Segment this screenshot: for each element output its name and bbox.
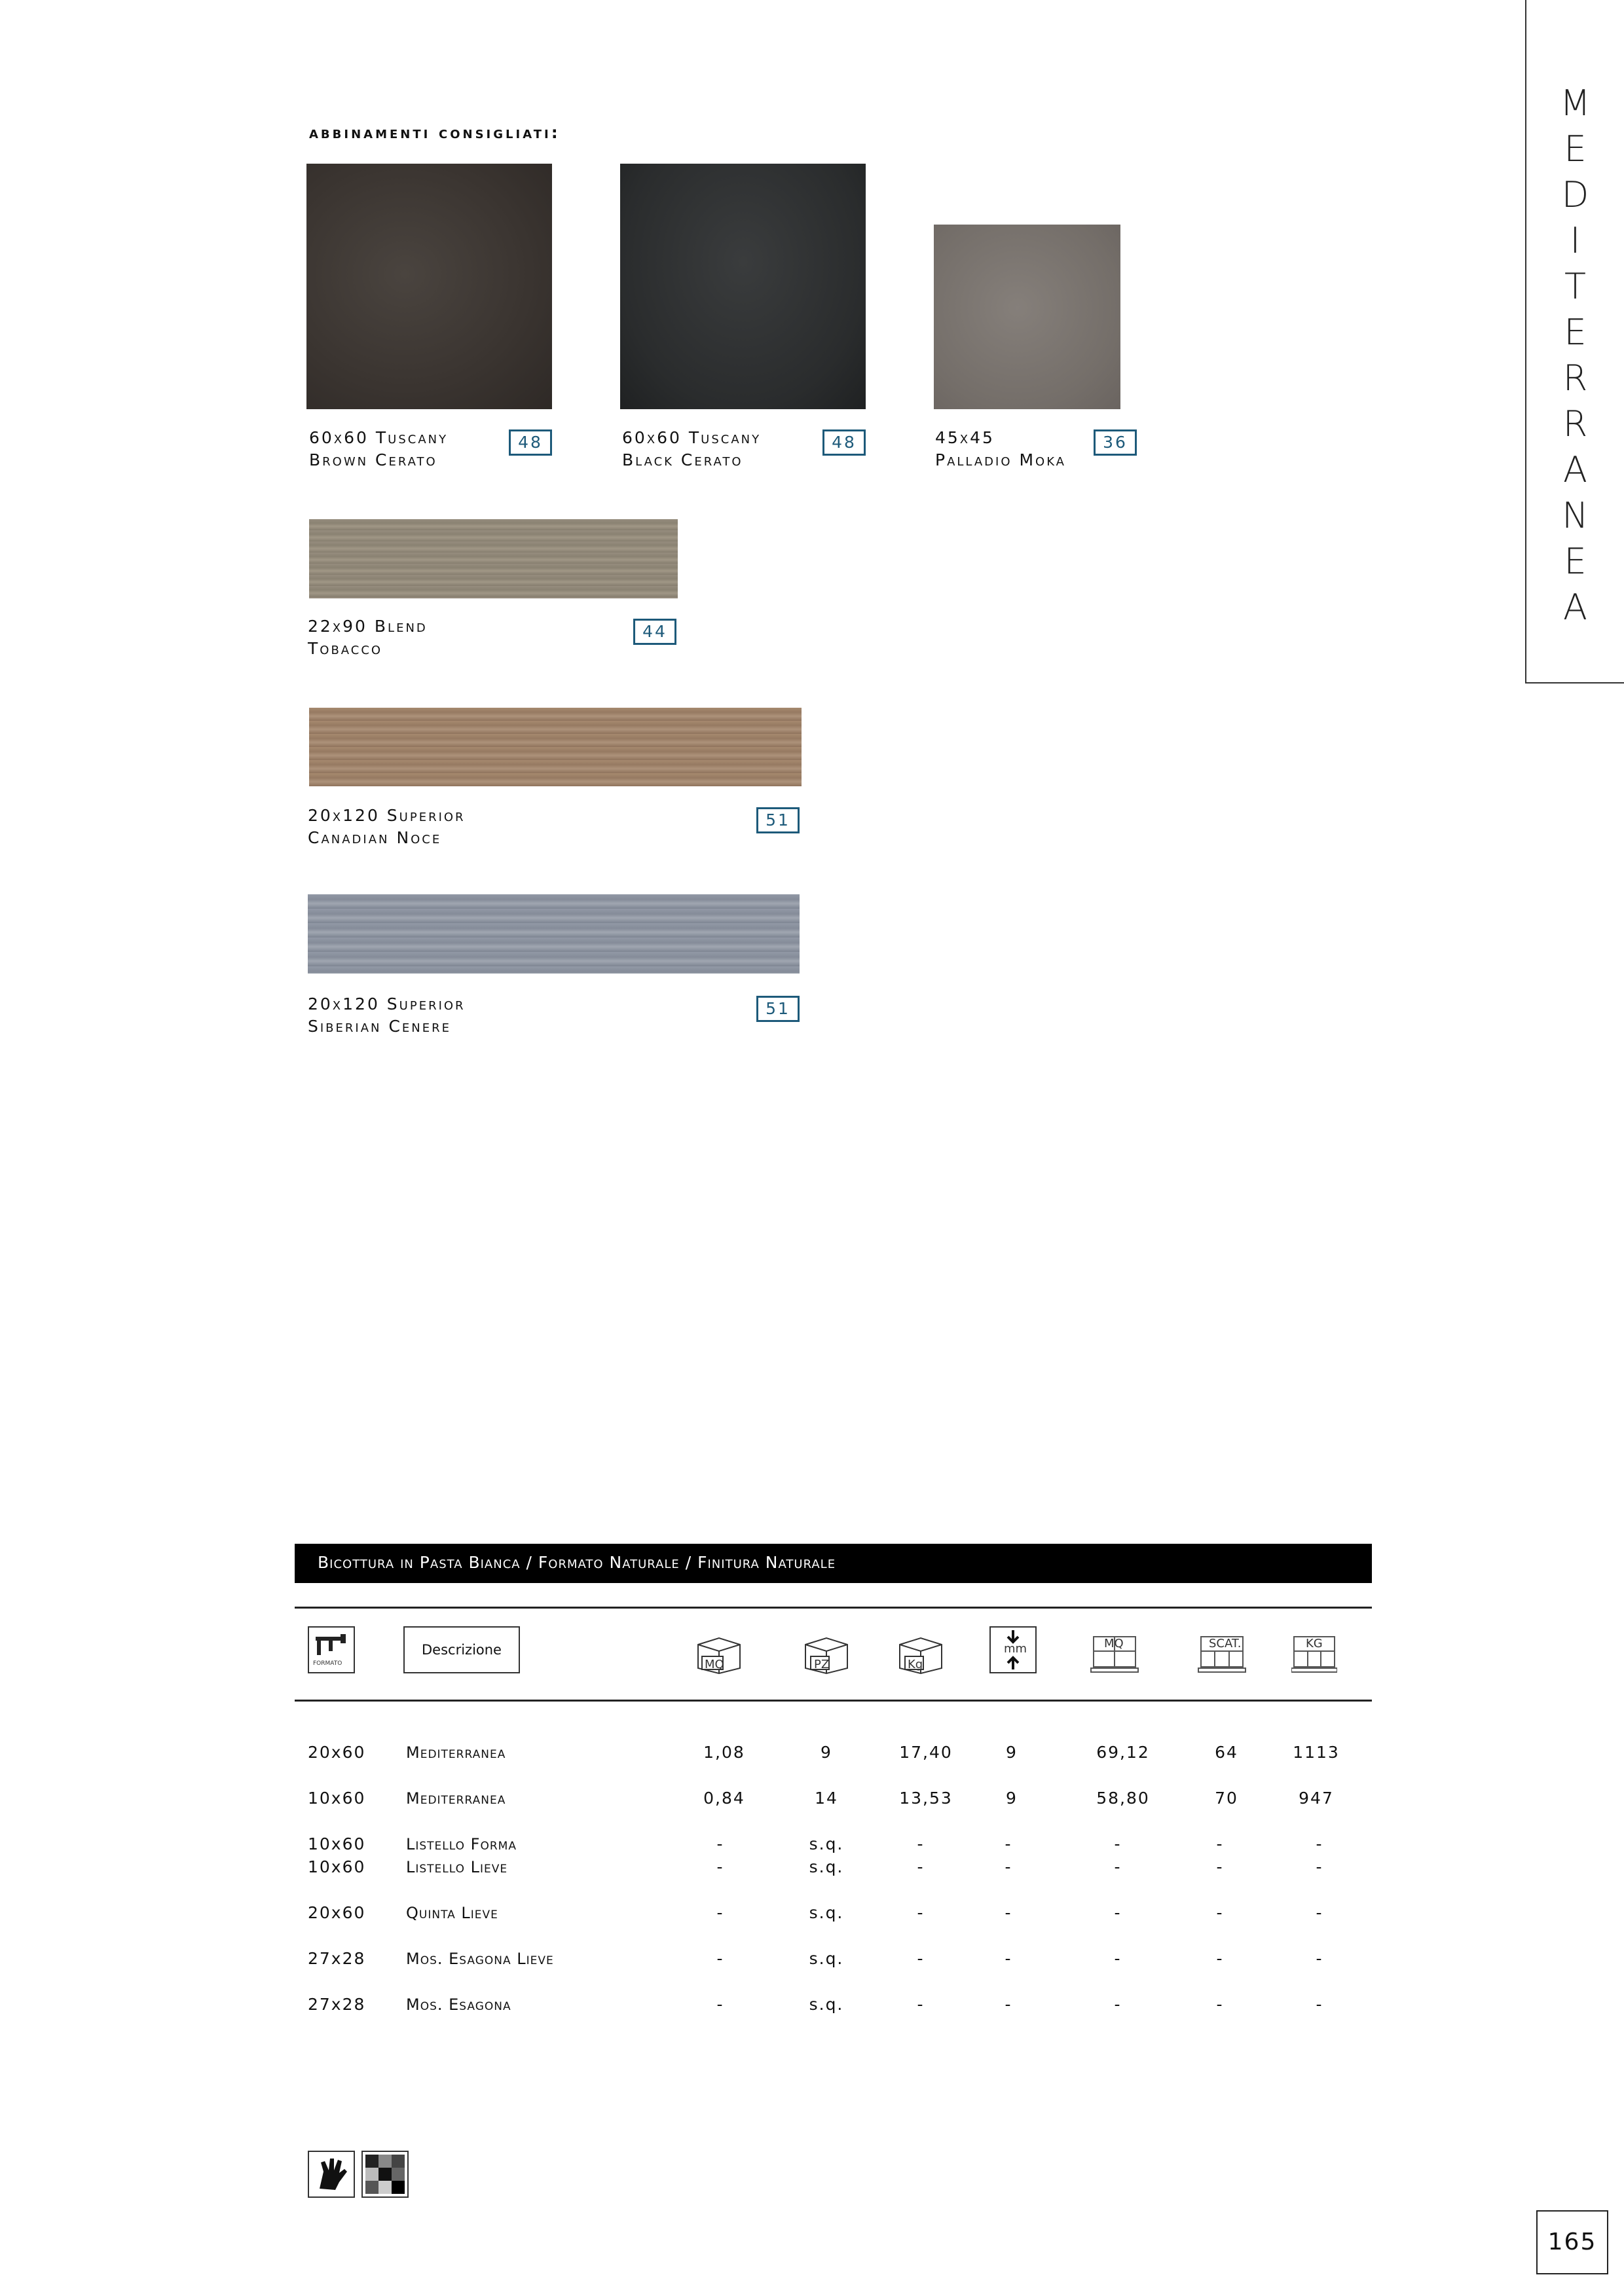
cell-kg-pallet: -	[1316, 1834, 1323, 1853]
tile-swatch-brown-cerato	[306, 164, 552, 409]
side-letter: N	[1562, 495, 1589, 536]
cell-size: 10x60	[308, 1834, 366, 1853]
cell-size: 10x60	[308, 1789, 366, 1808]
page-ref-badge[interactable]: 48	[822, 429, 866, 456]
cell-mq: -	[716, 1995, 724, 2014]
descrizione-label: Descrizione	[422, 1642, 502, 1658]
cell-name: Mediterranea	[406, 1743, 506, 1762]
page-ref-badge[interactable]: 44	[633, 619, 676, 645]
cell-kg: 13,53	[899, 1789, 953, 1808]
tile-size-name: 60x60 Tuscany	[622, 428, 762, 447]
cell-scat: 64	[1215, 1743, 1238, 1762]
cell-mq: -	[716, 1834, 724, 1853]
tile-label	[308, 993, 466, 1038]
cell-pz: s.q.	[809, 1949, 844, 1968]
side-letter: E	[1564, 312, 1587, 353]
side-letter: R	[1562, 403, 1588, 445]
cell-mm: 9	[1006, 1789, 1018, 1808]
cell-mq: -	[716, 1903, 724, 1922]
side-letter: I	[1570, 220, 1581, 261]
cell-size: 10x60	[308, 1857, 366, 1876]
cell-scat: -	[1216, 1857, 1224, 1876]
cell-scat: 70	[1215, 1789, 1238, 1808]
cell-mq-pallet: -	[1114, 1949, 1122, 1968]
cell-kg: -	[917, 1834, 925, 1853]
cell-size: 27x28	[308, 1995, 366, 2014]
tile-label	[309, 427, 448, 471]
cell-mq: 0,84	[703, 1789, 745, 1808]
tile-label	[308, 615, 428, 660]
tile-color-name: Tobacco	[308, 639, 383, 658]
side-letter: T	[1564, 266, 1586, 307]
cell-size: 20x60	[308, 1903, 366, 1922]
thickness-icon	[989, 1626, 1037, 1673]
hand-glyph	[309, 2152, 354, 2196]
tile-label	[622, 427, 761, 471]
cell-pz: 14	[815, 1789, 838, 1808]
cell-kg-pallet: -	[1316, 1857, 1323, 1876]
side-letter: E	[1564, 541, 1587, 582]
cell-kg-pallet: -	[1316, 1995, 1323, 2014]
tile-color-name: Canadian Noce	[308, 828, 442, 847]
cell-kg: -	[917, 1995, 925, 2014]
cell-kg: -	[917, 1857, 925, 1876]
table-title-bar	[295, 1544, 1372, 1583]
side-tab-word	[1526, 81, 1624, 630]
mq-label: MQ	[705, 1658, 724, 1671]
cell-scat: -	[1216, 1903, 1224, 1922]
cell-mq-pallet: -	[1114, 1903, 1122, 1922]
side-letter: A	[1563, 449, 1587, 490]
cell-name: Listello Lieve	[406, 1858, 508, 1876]
tile-color-name: Brown Cerato	[309, 450, 437, 469]
mm-label: mm	[1004, 1642, 1027, 1656]
tile-size-name: 20x120 Superior	[308, 994, 466, 1013]
tile-color-name: Siberian Cenere	[308, 1017, 451, 1036]
table-header-rule	[295, 1700, 1372, 1702]
tile-size-name: 22x90 Blend	[308, 617, 428, 636]
table-top-rule	[295, 1607, 1372, 1609]
cell-kg-pallet: -	[1316, 1949, 1323, 1968]
side-letter: D	[1561, 174, 1589, 215]
cell-mq: 1,08	[703, 1743, 745, 1762]
cell-mq-pallet: -	[1114, 1995, 1122, 2014]
tile-swatch-siberian-cenere	[308, 894, 800, 974]
hand-icon	[308, 2151, 355, 2198]
page-number: 165	[1536, 2210, 1608, 2274]
mq-pallet-label: MQ	[1104, 1637, 1124, 1650]
tile-size-name: 60x60 Tuscany	[309, 428, 449, 447]
table-title: Bicottura in Pasta Bianca / Formato Naturale / Finitura Naturale	[318, 1553, 836, 1572]
tile-label	[935, 427, 1066, 471]
side-letter: A	[1563, 587, 1587, 628]
cell-kg: 17,40	[899, 1743, 953, 1762]
cell-scat: -	[1216, 1995, 1224, 2014]
cell-scat: -	[1216, 1949, 1224, 1968]
cell-mm: 9	[1006, 1743, 1018, 1762]
tile-color-name: Black Cerato	[622, 450, 743, 469]
page-ref-badge[interactable]: 51	[756, 807, 800, 833]
cell-name: Listello Forma	[406, 1835, 517, 1853]
tile-size-name: 45x45	[935, 428, 995, 447]
cell-mm: -	[1005, 1949, 1012, 1968]
cell-mq-pallet: -	[1114, 1834, 1122, 1853]
section-title: abbinamenti consigliati:	[309, 123, 561, 142]
side-letter: R	[1562, 357, 1588, 399]
cell-kg-pallet: 1113	[1293, 1743, 1340, 1762]
cell-mm: -	[1005, 1857, 1012, 1876]
cell-kg-pallet: 947	[1299, 1789, 1334, 1808]
cell-name: Mediterranea	[406, 1789, 506, 1808]
cell-mq-pallet: 58,80	[1096, 1789, 1150, 1808]
page-ref-badge[interactable]: 36	[1094, 429, 1137, 456]
shade-variation-icon	[361, 2151, 409, 2198]
cell-kg: -	[917, 1949, 925, 1968]
cell-kg-pallet: -	[1316, 1903, 1323, 1922]
cell-pz: 9	[821, 1743, 832, 1762]
scat-label: SCAT.	[1209, 1637, 1242, 1650]
formato-icon	[308, 1626, 355, 1673]
tile-swatch-blend-tobacco	[309, 519, 678, 598]
pz-label: PZ	[814, 1658, 830, 1671]
tile-swatch-palladio-moka	[934, 225, 1120, 409]
cell-pz: s.q.	[809, 1857, 844, 1876]
cell-pz: s.q.	[809, 1903, 844, 1922]
cell-mq: -	[716, 1857, 724, 1876]
tile-label	[308, 805, 466, 849]
cell-mm: -	[1005, 1903, 1012, 1922]
tile-swatch-black-cerato	[620, 164, 866, 409]
formato-label: FORMATO	[313, 1660, 342, 1667]
checker-glyph	[365, 2155, 405, 2194]
cell-name: Quinta Lieve	[406, 1904, 498, 1922]
descrizione-header	[403, 1626, 520, 1673]
page-ref-badge[interactable]: 51	[756, 996, 800, 1022]
cell-kg: -	[917, 1903, 925, 1922]
side-letter: M	[1560, 82, 1591, 124]
kg-label: Kg	[908, 1658, 923, 1671]
cell-scat: -	[1216, 1834, 1224, 1853]
cell-mq-pallet: 69,12	[1096, 1743, 1150, 1762]
cell-mq-pallet: -	[1114, 1857, 1122, 1876]
cell-size: 27x28	[308, 1949, 366, 1968]
cell-mm: -	[1005, 1834, 1012, 1853]
side-letter: E	[1564, 128, 1587, 170]
cell-name: Mos. Esagona Lieve	[406, 1950, 554, 1968]
tile-color-name: Palladio Moka	[935, 450, 1066, 469]
cell-mq: -	[716, 1949, 724, 1968]
cell-pz: s.q.	[809, 1995, 844, 2014]
page-ref-badge[interactable]: 48	[509, 429, 552, 456]
side-tab	[1525, 0, 1624, 683]
kg-pallet-label: KG	[1306, 1637, 1323, 1650]
tile-swatch-canadian-noce	[309, 708, 802, 786]
cell-pz: s.q.	[809, 1834, 844, 1853]
tile-size-name: 20x120 Superior	[308, 806, 466, 825]
cell-mm: -	[1005, 1995, 1012, 2014]
cell-name: Mos. Esagona	[406, 1995, 511, 2014]
cell-size: 20x60	[308, 1743, 366, 1762]
